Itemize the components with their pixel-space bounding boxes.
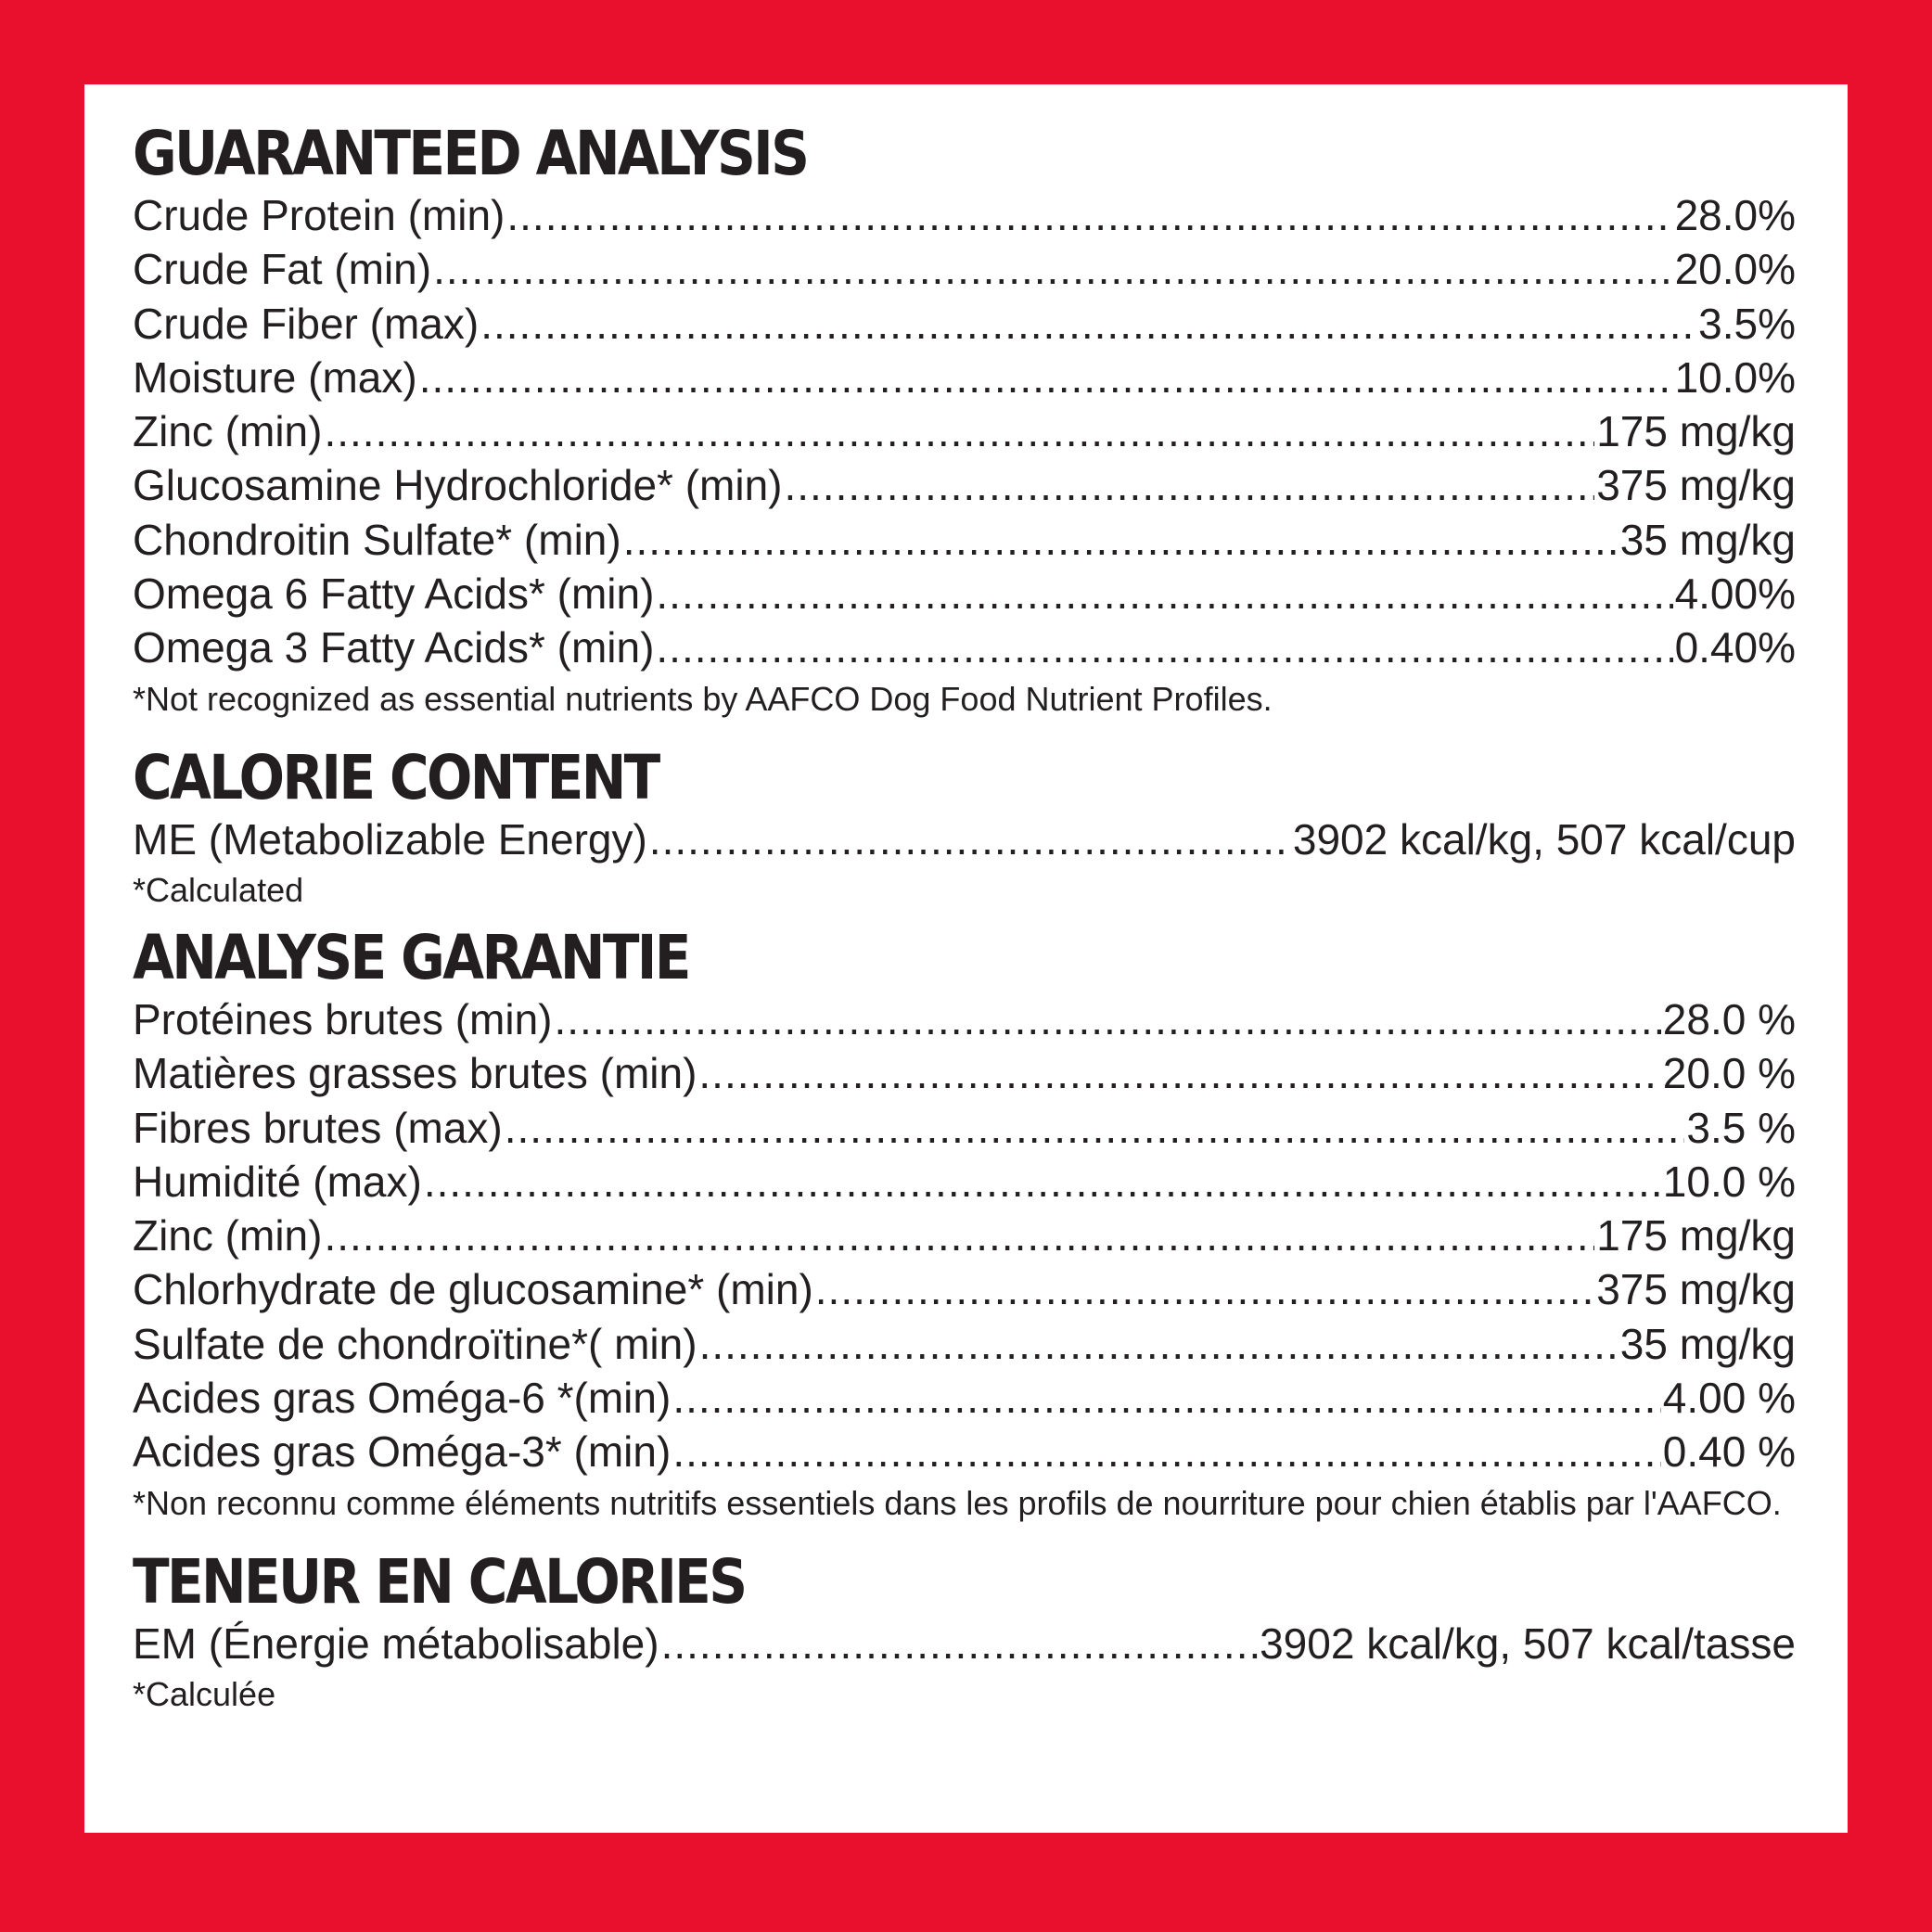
ga-row-chondroitin — [133, 513, 1796, 567]
row-value: 10.0 % — [1662, 1157, 1796, 1206]
row-value: 175 mg/kg — [1596, 407, 1796, 456]
row-label: Moisture (max) — [133, 352, 417, 402]
ga-row-omega-6 — [133, 567, 1796, 621]
row-label: Crude Fiber (max) — [133, 299, 480, 348]
teneur-en-calories-heading: TENEUR EN CALORIES — [133, 1545, 746, 1618]
row-value: 4.00% — [1674, 569, 1796, 619]
row-label: Crude Fat (min) — [133, 245, 432, 294]
dot-leader — [419, 351, 1673, 404]
row-label: Acides gras Oméga-6 *(min) — [133, 1374, 672, 1423]
dot-leader — [656, 567, 1672, 621]
ag-row-humidite — [133, 1155, 1796, 1209]
dot-leader — [815, 1262, 1594, 1316]
row-value: 20.0% — [1674, 245, 1796, 294]
row-label: EM (Énergie métabolisable) — [133, 1619, 659, 1668]
guaranteed-analysis-section — [133, 120, 1796, 723]
row-value: 35 mg/kg — [1619, 515, 1796, 564]
row-value: 0.40 % — [1662, 1427, 1796, 1477]
dot-leader — [324, 404, 1594, 458]
calorie-content-section — [133, 741, 1796, 915]
row-value: 375 mg/kg — [1596, 461, 1796, 510]
dot-leader — [424, 1155, 1661, 1209]
ga-row-zinc — [133, 404, 1796, 458]
row-label: Zinc (min) — [133, 1211, 323, 1260]
row-label: Chlorhydrate de glucosamine* (min) — [133, 1265, 813, 1314]
guaranteed-analysis-footnote: *Not recognized as essential nutrients by AAFCO Dog Food Nutrient Profiles. — [133, 679, 1273, 718]
row-value: 20.0 % — [1662, 1049, 1796, 1098]
guaranteed-analysis-heading: GUARANTEED ANALYSIS — [133, 118, 808, 189]
cc-row-me — [133, 812, 1796, 866]
row-label: Matières grasses brutes (min) — [133, 1049, 697, 1098]
row-label: Omega 3 Fatty Acids* (min) — [133, 623, 655, 672]
dot-leader — [656, 621, 1672, 674]
dot-leader — [623, 513, 1619, 567]
dot-leader — [784, 458, 1594, 512]
ag-row-fibres — [133, 1101, 1796, 1155]
row-label: Omega 6 Fatty Acids* (min) — [133, 569, 655, 619]
row-label: Crude Protein (min) — [133, 191, 505, 239]
ag-row-chondroitine — [133, 1317, 1796, 1371]
row-value: 35 mg/kg — [1619, 1319, 1796, 1368]
dot-leader — [672, 1425, 1660, 1478]
ga-row-glucosamine — [133, 458, 1796, 512]
row-value: 3902 kcal/kg, 507 kcal/tasse — [1260, 1619, 1796, 1668]
row-label: Acides gras Oméga-3* (min) — [133, 1427, 672, 1477]
row-label: Protéines brutes (min) — [133, 994, 553, 1043]
ga-row-crude-fat — [133, 242, 1796, 296]
teneur-en-calories-footnote: *Calculée — [133, 1674, 276, 1713]
row-value: 3.5 % — [1686, 1103, 1796, 1152]
row-label: Sulfate de chondroïtine*( min) — [133, 1319, 697, 1368]
calorie-content-heading: CALORIE CONTENT — [133, 741, 659, 813]
ag-row-glucosamine — [133, 1262, 1796, 1316]
dot-leader — [505, 1101, 1685, 1155]
analyse-garantie-section — [133, 921, 1796, 1528]
dot-leader — [661, 1617, 1259, 1670]
calorie-content-footnote: *Calculated — [133, 870, 304, 909]
analyse-garantie-footnote: *Non reconnu comme éléments nutritifs essentiels dans les profils de nourriture pour chien établis par l'AAFCO. — [133, 1483, 1782, 1522]
dot-leader — [324, 1209, 1594, 1262]
row-value: 10.0% — [1674, 352, 1796, 402]
label-panel — [84, 84, 1848, 1833]
dot-leader — [555, 992, 1661, 1046]
row-value: 28.0 % — [1662, 994, 1796, 1043]
row-value: 0.40% — [1674, 623, 1796, 672]
row-label: Chondroitin Sulfate* (min) — [133, 515, 621, 564]
row-value: 4.00 % — [1662, 1374, 1796, 1423]
dot-leader — [698, 1046, 1660, 1100]
dot-leader — [672, 1371, 1660, 1425]
ga-row-crude-fiber — [133, 297, 1796, 351]
analyse-garantie-heading: ANALYSE GARANTIE — [133, 921, 689, 993]
row-label: Glucosamine Hydrochloride* (min) — [133, 461, 783, 510]
row-value: 28.0% — [1674, 191, 1796, 239]
ga-row-omega-3 — [133, 621, 1796, 674]
row-value: 3.5% — [1698, 299, 1796, 348]
dot-leader — [506, 188, 1672, 242]
ag-row-proteines — [133, 992, 1796, 1046]
teneur-en-calories-section — [133, 1545, 1796, 1719]
dot-leader — [699, 1317, 1619, 1371]
row-value: 375 mg/kg — [1596, 1265, 1796, 1314]
row-value: 175 mg/kg — [1596, 1211, 1796, 1260]
ga-row-crude-protein — [133, 188, 1796, 242]
row-label: ME (Metabolizable Energy) — [133, 814, 647, 864]
ag-row-matieres-grasses — [133, 1046, 1796, 1100]
dot-leader — [649, 812, 1291, 866]
ag-row-omega-3 — [133, 1425, 1796, 1478]
row-label: Zinc (min) — [133, 407, 323, 456]
tc-row-em — [133, 1617, 1796, 1670]
row-value: 3902 kcal/kg, 507 kcal/cup — [1292, 814, 1796, 864]
nutrition-content — [133, 120, 1796, 1719]
ga-row-moisture — [133, 351, 1796, 404]
dot-leader — [433, 242, 1672, 296]
row-label: Fibres brutes (max) — [133, 1103, 503, 1152]
ag-row-zinc — [133, 1209, 1796, 1262]
row-label: Humidité (max) — [133, 1157, 422, 1206]
ag-row-omega-6 — [133, 1371, 1796, 1425]
dot-leader — [480, 297, 1696, 351]
